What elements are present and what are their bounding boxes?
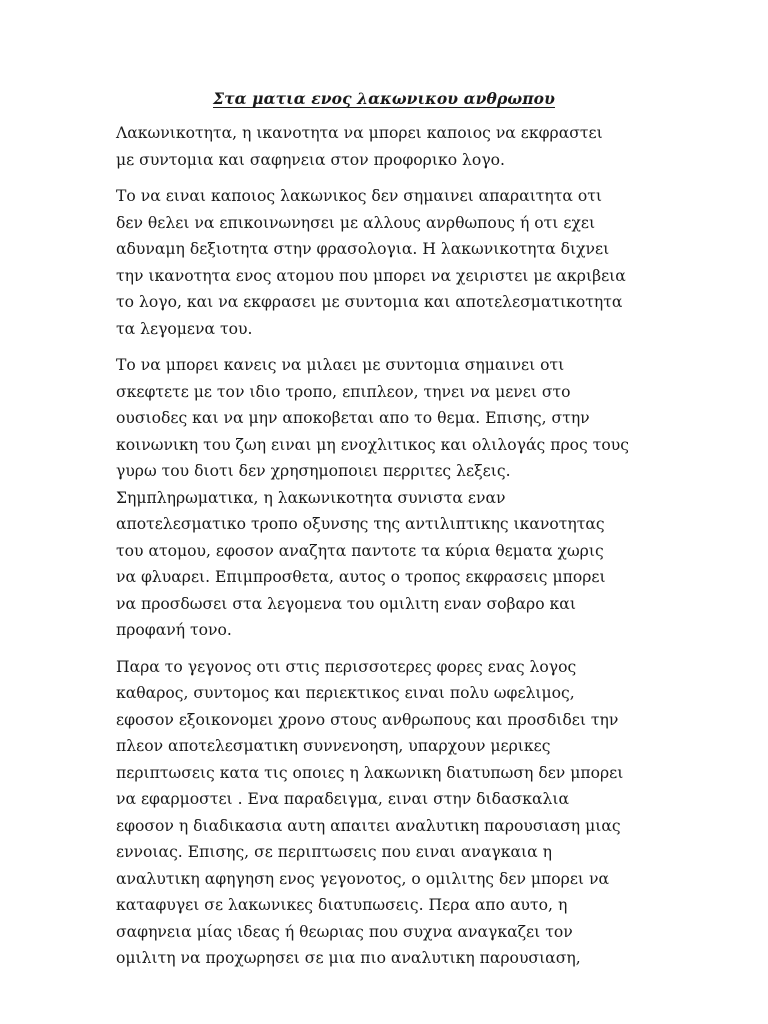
paragraph (116, 183, 660, 342)
text-line: εφοσον εξοικονομει χρονο στους ανθρωπους και προσδιδει την (116, 710, 619, 729)
document-title: Στα ματια ενος λακωνικου ανθρωπου (213, 89, 555, 108)
text-line: ομιλιτη να προχωρησει σε μια πιο αναλυτικη παρουσιαση, (116, 949, 581, 967)
text-line: να εφαρμοστει . Ενα παραδειγμα, ειναι στην διδασκαλια (116, 790, 570, 808)
text-line: εννοιας. Επισης, σε περιπτωσεις που ειναι αναγκαια η (116, 843, 552, 861)
text-line: Σημπληρωματικα, η λακωνικοτητα συνιστα εναν (116, 488, 506, 507)
text-line: σκεφτετε με τον ιδιο τροπο, επιπλεον, τηνει να μενει στο (116, 382, 571, 401)
text-line: αδυναμη δεξιοτητα στην φρασολογια. Η λακωνικοτητα διχνει (116, 240, 610, 258)
text-line: προφανή τονο. (116, 621, 232, 639)
paragraph (116, 352, 660, 644)
text-line: πλεον αποτελεσματικη συννενοηση, υπαρχουν μερικες (116, 737, 551, 755)
text-line: κοινωνικη του ζωη ειναι μη ενοχλιτικος και ολιλογάς προς τους (116, 435, 629, 454)
text-line: Παρα το γεγονος οτι στις περισσοτερες φορες ενας λογος (116, 657, 577, 676)
text-line: καθαρος, συντομος και περιεκτικος ειναι πολυ ωφελιμος, (116, 684, 575, 702)
text-line: να φλυαρει. Επιμπροσθετα, αυτος ο τροπος εκφρασεις μπορει (116, 568, 606, 586)
text-line: να προσδωσει στα λεγομενα του ομιλιτη εναν σοβαρο και (116, 594, 576, 613)
text-line: τα λεγομενα του. (116, 319, 253, 338)
text-line: Το να ειναι καποιος λακωνικος δεν σημαινει απαραιτητα οτι (116, 187, 603, 205)
text-line: δεν θελει να επικοινωνησει με αλλους ανρθωπους ή οτι εχει (116, 213, 596, 232)
text-line: εφοσον η διαδικασια αυτη απαιτει αναλυτικη παρουσιαση μιας (116, 816, 621, 835)
text-line: το λογο, και να εκφρασει με συντομια και αποτελεσματικοτητα (116, 293, 623, 311)
text-line: καταφυγει σε λακωνικες διατυπωσεις. Περα απο αυτο, η (116, 896, 568, 914)
text-line: αποτελεσματικο τροπο οξυνσης της αντιλιπτικης ικανοτητας (116, 515, 605, 533)
text-line: σαφηνεια μίας ιδεας ή θεωριας που συχνα αναγκαζει τον (116, 922, 573, 941)
text-line: γυρω του διοτι δεν χρησημοποιει περριτες λεξεις. (116, 462, 511, 480)
text-line: την ικανοτητα ενος ατομου που μπορει να χειριστει με ακριβεια (116, 266, 626, 285)
text-line: αναλυτικη αφηγηση ενος γεγονοτος, ο ομιλιτης δεν μπορει να (116, 869, 610, 888)
paragraph (116, 654, 660, 972)
text-line: Λακωνικοτητα, η ικανοτητα να μπορει καποιος να εκφραστει (116, 124, 603, 142)
document-body (116, 120, 660, 982)
paragraph (116, 120, 660, 173)
text-line: περιπτωσεις κατα τις οποιες η λακωνικη διατυπωση δεν μπορει (116, 763, 624, 782)
text-line: Το να μπορει κανεις να μιλαει με συντομια σημαινει οτι (116, 356, 565, 374)
text-line: με συντομια και σαφηνεια στον προφορικο λογο. (116, 150, 505, 169)
text-line: του ατομου, εφοσον αναζητα παντοτε τα κύρια θεματα χωρις (116, 541, 604, 560)
text-line: ουσιοδες και να μην αποκοβεται απο το θεμα. Επισης, στην (116, 409, 590, 427)
